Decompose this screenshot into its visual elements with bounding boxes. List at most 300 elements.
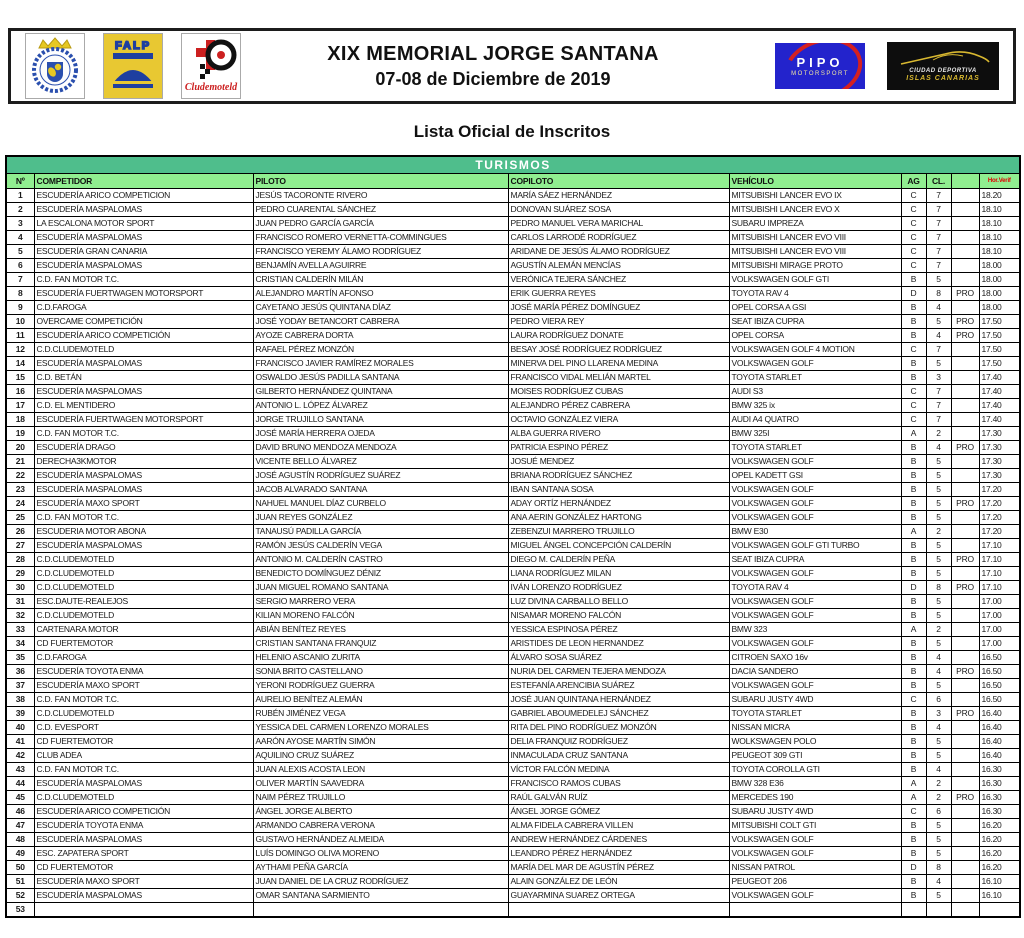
cell-vehiculo: MITSUBISHI LANCER EVO IX <box>729 188 901 202</box>
cell-n: 52 <box>6 888 34 902</box>
cell-n: 34 <box>6 636 34 650</box>
cell-cl: 8 <box>926 580 951 594</box>
cell-hora: 17.00 <box>979 622 1020 636</box>
cell-ag: B <box>901 874 926 888</box>
cell-competidor: CLUB ADEA <box>34 748 253 762</box>
cell-ag: B <box>901 468 926 482</box>
cell-competidor: ESCUDERÍA ARICO COMPETICION <box>34 188 253 202</box>
cell-vehiculo: OPEL CORSA A GSI <box>729 300 901 314</box>
pipo-text: PIPO <box>796 54 844 70</box>
cell-hora: 16.30 <box>979 762 1020 776</box>
cell-n: 49 <box>6 846 34 860</box>
cell-copiloto: DELIA FRANQUIZ RODRÍGUEZ <box>508 734 729 748</box>
cell-competidor: ESCUDERÍA GRAN CANARIA <box>34 244 253 258</box>
cell-cl: 5 <box>926 482 951 496</box>
cell-copiloto: DIEGO M. CALDERÍN PEÑA <box>508 552 729 566</box>
cell-pro <box>951 678 979 692</box>
cell-piloto: JUAN DANIEL DE LA CRUZ RODRÍGUEZ <box>253 874 508 888</box>
table-row <box>6 384 1020 398</box>
cell-competidor: ESCUDERÍA MAXO SPORT <box>34 874 253 888</box>
cell-competidor: CD FUERTEMOTOR <box>34 734 253 748</box>
cell-vehiculo: VOLKSWAGEN GOLF <box>729 678 901 692</box>
cell-hora: 16.20 <box>979 818 1020 832</box>
table-row <box>6 888 1020 902</box>
cell-piloto: TANAUSÚ PADILLA GARCÍA <box>253 524 508 538</box>
cell-n: 35 <box>6 650 34 664</box>
cell-competidor: CD FUERTEMOTOR <box>34 860 253 874</box>
cell-n: 18 <box>6 412 34 426</box>
cell-piloto: CRISTIAN CALDERÍN MILÁN <box>253 272 508 286</box>
cell-competidor: C.D.CLUDEMOTELD <box>34 580 253 594</box>
cell-competidor: C.D.FAROGA <box>34 650 253 664</box>
cell-pro <box>951 426 979 440</box>
cell-vehiculo: BMW E30 <box>729 524 901 538</box>
cell-competidor: OVERCAME COMPETICIÓN <box>34 314 253 328</box>
cell-cl: 5 <box>926 608 951 622</box>
cell-cl: 4 <box>926 720 951 734</box>
cell-hora: 16.50 <box>979 678 1020 692</box>
col-header-vehiculo: VEHÍCULO <box>729 173 901 188</box>
section-title: TURISMOS <box>6 156 1020 173</box>
cell-piloto: JACOB ALVARADO SANTANA <box>253 482 508 496</box>
left-logos <box>25 33 241 99</box>
table-row <box>6 580 1020 594</box>
cell-ag: B <box>901 440 926 454</box>
cell-n: 25 <box>6 510 34 524</box>
table-row <box>6 202 1020 216</box>
cell-piloto: ANTONIO M. CALDERÍN CASTRO <box>253 552 508 566</box>
cell-hora: 16.20 <box>979 832 1020 846</box>
cell-n: 43 <box>6 762 34 776</box>
table-row <box>6 902 1020 917</box>
cell-competidor: ESCUDERÍA FUERTWAGEN MOTORSPORT <box>34 412 253 426</box>
table-row <box>6 720 1020 734</box>
cell-competidor: ESCUDERÍA MASPALOMAS <box>34 202 253 216</box>
col-header-pro <box>951 173 979 188</box>
list-title: Lista Oficial de Inscritos <box>413 122 611 141</box>
table-row <box>6 244 1020 258</box>
cell-piloto: ÁNGEL JORGE ALBERTO <box>253 804 508 818</box>
cell-hora: 17.10 <box>979 552 1020 566</box>
cell-pro <box>951 510 979 524</box>
cell-cl: 5 <box>926 468 951 482</box>
cell-ag: B <box>901 762 926 776</box>
cell-pro: PRO <box>951 286 979 300</box>
cell-piloto: JESÚS TACORONTE RIVERO <box>253 188 508 202</box>
event-header <box>8 28 1016 104</box>
cell-pro <box>951 888 979 902</box>
event-title <box>241 43 775 90</box>
cell-pro <box>951 720 979 734</box>
cell-competidor: C.D.CLUDEMOTELD <box>34 706 253 720</box>
cell-piloto: HELENIO ASCANIO ZURITA <box>253 650 508 664</box>
cell-pro: PRO <box>951 314 979 328</box>
table-row <box>6 678 1020 692</box>
cell-hora: 17.00 <box>979 594 1020 608</box>
ciudad-deportiva-logo <box>887 42 999 90</box>
cell-n: 32 <box>6 608 34 622</box>
cell-copiloto: VÍCTOR FALCÓN MEDINA <box>508 762 729 776</box>
cell-hora: 18.10 <box>979 216 1020 230</box>
cell-ag: A <box>901 776 926 790</box>
cell-competidor: ESCUDERÍA DRAGO <box>34 440 253 454</box>
cell-n: 47 <box>6 818 34 832</box>
cell-ag: B <box>901 678 926 692</box>
cell-n: 29 <box>6 566 34 580</box>
cell-vehiculo: TOYOTA COROLLA GTI <box>729 762 901 776</box>
cell-vehiculo: NISSAN MICRA <box>729 720 901 734</box>
cell-piloto: LUÍS DOMINGO OLIVA MORENO <box>253 846 508 860</box>
cell-cl: 5 <box>926 734 951 748</box>
cell-n: 28 <box>6 552 34 566</box>
cell-cl: 5 <box>926 566 951 580</box>
cell-pro <box>951 650 979 664</box>
cell-copiloto: FRANCISCO RAMOS CUBAS <box>508 776 729 790</box>
cell-ag: C <box>901 202 926 216</box>
cell-pro <box>951 524 979 538</box>
cell-competidor: ESCUDERÍA FUERTWAGEN MOTORSPORT <box>34 286 253 300</box>
cell-n: 38 <box>6 692 34 706</box>
cell-copiloto: MARÍA SÁEZ HERNÁNDEZ <box>508 188 729 202</box>
cell-copiloto: ESTEFANÍA ARENCIBIA SUÁREZ <box>508 678 729 692</box>
cell-cl: 4 <box>926 874 951 888</box>
cell-ag: B <box>901 314 926 328</box>
cell-cl: 5 <box>926 538 951 552</box>
cell-piloto: PEDRO CUARENTAL SÁNCHEZ <box>253 202 508 216</box>
cell-n: 27 <box>6 538 34 552</box>
cell-piloto: JORGE TRUJILLO SANTANA <box>253 412 508 426</box>
cell-pro <box>951 244 979 258</box>
cell-copiloto: PEDRO MANUEL VERA MARICHAL <box>508 216 729 230</box>
cell-vehiculo: VOLKSWAGEN GOLF <box>729 482 901 496</box>
cell-piloto: CAYETANO JESÚS QUINTANA DÍAZ <box>253 300 508 314</box>
cell-n: 39 <box>6 706 34 720</box>
cell-piloto: JUAN ALEXIS ACOSTA LEON <box>253 762 508 776</box>
col-header-competidor: COMPETIDOR <box>34 173 253 188</box>
cell-hora: 17.50 <box>979 314 1020 328</box>
cell-pro: PRO <box>951 580 979 594</box>
cell-competidor: LA ESCALONA MOTOR SPORT <box>34 216 253 230</box>
cell-n: 33 <box>6 622 34 636</box>
cell-ag: B <box>901 300 926 314</box>
cell-vehiculo: VOLKSWAGEN GOLF GTI <box>729 272 901 286</box>
cell-hora: 16.40 <box>979 734 1020 748</box>
cell-cl: 2 <box>926 622 951 636</box>
table-row <box>6 804 1020 818</box>
cell-n: 14 <box>6 356 34 370</box>
cell-hora: 16.40 <box>979 706 1020 720</box>
cell-vehiculo: VOLKSWAGEN GOLF GTI TURBO <box>729 538 901 552</box>
cell-hora: 17.50 <box>979 328 1020 342</box>
table-row <box>6 216 1020 230</box>
cell-ag: B <box>901 706 926 720</box>
table-row <box>6 356 1020 370</box>
cell-copiloto: GUAYARMINA SUAREZ ORTEGA <box>508 888 729 902</box>
cell-vehiculo: VOLKSWAGEN GOLF <box>729 356 901 370</box>
cell-ag: C <box>901 804 926 818</box>
cell-competidor: ESC.DAUTE-REALEJOS <box>34 594 253 608</box>
cell-n: 20 <box>6 440 34 454</box>
cell-cl: 5 <box>926 748 951 762</box>
cell-n: 4 <box>6 230 34 244</box>
cell-n: 9 <box>6 300 34 314</box>
cell-cl: 8 <box>926 286 951 300</box>
cell-cl: 5 <box>926 678 951 692</box>
cell-hora: 16.10 <box>979 888 1020 902</box>
cell-vehiculo: OPEL CORSA <box>729 328 901 342</box>
cell-hora: 17.10 <box>979 580 1020 594</box>
table-row <box>6 832 1020 846</box>
table-row <box>6 650 1020 664</box>
cell-competidor: C.D.CLUDEMOTELD <box>34 552 253 566</box>
cell-ag: B <box>901 370 926 384</box>
cell-n: 12 <box>6 342 34 356</box>
cell-pro <box>951 538 979 552</box>
event-title-line1: XIX MEMORIAL JORGE SANTANA <box>327 42 659 65</box>
cell-hora: 17.30 <box>979 426 1020 440</box>
cell-ag: D <box>901 860 926 874</box>
cell-copiloto: ARISTIDES DE LEON HERNANDEZ <box>508 636 729 650</box>
cell-pro <box>951 622 979 636</box>
cell-piloto: RUBÉN JIMÉNEZ VEGA <box>253 706 508 720</box>
cell-piloto: NAIM PÉREZ TRUJILLO <box>253 790 508 804</box>
cell-ag <box>901 902 926 917</box>
cell-ag: C <box>901 244 926 258</box>
cell-piloto: RAMÓN JESÚS CALDERÍN VEGA <box>253 538 508 552</box>
cell-vehiculo: VOLKSWAGEN GOLF <box>729 888 901 902</box>
cell-piloto: OSWALDO JESÚS PADILLA SANTANA <box>253 370 508 384</box>
cell-ag: B <box>901 552 926 566</box>
cell-copiloto: JOSÉ JUAN QUINTANA HERNÁNDEZ <box>508 692 729 706</box>
cell-ag: C <box>901 384 926 398</box>
cell-vehiculo: BMW 328 E36 <box>729 776 901 790</box>
table-row <box>6 706 1020 720</box>
cell-n: 24 <box>6 496 34 510</box>
cell-cl: 7 <box>926 202 951 216</box>
cell-copiloto: MOISES RODRÍGUEZ CUBAS <box>508 384 729 398</box>
cell-competidor: CD FUERTEMOTOR <box>34 636 253 650</box>
svg-text:FALP: FALP <box>114 40 152 52</box>
cell-pro <box>951 594 979 608</box>
cell-competidor <box>34 902 253 917</box>
cell-cl: 6 <box>926 692 951 706</box>
cell-vehiculo: SEAT IBIZA CUPRA <box>729 314 901 328</box>
cell-hora: 17.10 <box>979 538 1020 552</box>
cell-competidor: C.D. FAN MOTOR T.C. <box>34 762 253 776</box>
cell-ag: C <box>901 398 926 412</box>
cell-n: 17 <box>6 398 34 412</box>
cell-pro <box>951 216 979 230</box>
cell-pro <box>951 608 979 622</box>
cell-vehiculo: SUBARU IMPREZA <box>729 216 901 230</box>
cell-ag: B <box>901 832 926 846</box>
cell-pro <box>951 188 979 202</box>
table-row <box>6 496 1020 510</box>
cell-cl: 2 <box>926 776 951 790</box>
cell-hora: 17.40 <box>979 398 1020 412</box>
cell-vehiculo: VOLKSWAGEN GOLF <box>729 846 901 860</box>
cell-copiloto: BRIANA RODRÍGUEZ SÁNCHEZ <box>508 468 729 482</box>
federation-crest-logo <box>25 33 85 99</box>
cell-copiloto: ADAY ORTÍZ HERNÁNDEZ <box>508 496 729 510</box>
cell-hora: 16.50 <box>979 664 1020 678</box>
cell-hora: 17.00 <box>979 636 1020 650</box>
cell-copiloto: ALBA GUERRA RIVERO <box>508 426 729 440</box>
cell-ag: B <box>901 608 926 622</box>
cell-vehiculo: MITSUBISHI LANCER EVO VIII <box>729 230 901 244</box>
cell-hora: 16.30 <box>979 804 1020 818</box>
cell-vehiculo: PEUGEOT 309 GTI <box>729 748 901 762</box>
cell-pro <box>951 230 979 244</box>
cell-hora: 17.30 <box>979 468 1020 482</box>
cell-copiloto: LEANDRO PÉREZ HERNÁNDEZ <box>508 846 729 860</box>
cell-competidor: ESCUDERÍA MAXO SPORT <box>34 678 253 692</box>
cell-pro: PRO <box>951 706 979 720</box>
cell-copiloto: NURIA DEL CARMEN TEJERA MENDOZA <box>508 664 729 678</box>
cell-n: 48 <box>6 832 34 846</box>
cell-vehiculo: TOYOTA RAV 4 <box>729 580 901 594</box>
cell-copiloto <box>508 902 729 917</box>
cell-n: 44 <box>6 776 34 790</box>
cell-cl: 7 <box>926 384 951 398</box>
cell-cl: 7 <box>926 188 951 202</box>
cell-competidor: C.D. EVESPORT <box>34 720 253 734</box>
cell-cl: 6 <box>926 804 951 818</box>
table-row <box>6 188 1020 202</box>
cell-vehiculo: VOLKSWAGEN GOLF <box>729 454 901 468</box>
table-row <box>6 468 1020 482</box>
cell-n: 22 <box>6 468 34 482</box>
cell-competidor: C.D.CLUDEMOTELD <box>34 342 253 356</box>
cell-cl: 7 <box>926 412 951 426</box>
cell-competidor: CARTENARA MOTOR <box>34 622 253 636</box>
cell-piloto: AARÓN AYOSE MARTÍN SIMÓN <box>253 734 508 748</box>
cell-copiloto: MARÍA DEL MAR DE AGUSTÍN PÉREZ <box>508 860 729 874</box>
cell-ag: C <box>901 342 926 356</box>
cell-cl: 7 <box>926 342 951 356</box>
falp-logo <box>103 33 163 99</box>
cell-copiloto: GABRIEL ABOUMEDELEJ SÁNCHEZ <box>508 706 729 720</box>
cell-ag: B <box>901 748 926 762</box>
cell-vehiculo: VOLKSWAGEN GOLF <box>729 594 901 608</box>
table-row <box>6 874 1020 888</box>
cell-hora: 16.40 <box>979 720 1020 734</box>
cell-competidor: C.D.CLUDEMOTELD <box>34 566 253 580</box>
cell-piloto <box>253 902 508 917</box>
cell-ag: C <box>901 188 926 202</box>
cell-cl: 5 <box>926 272 951 286</box>
cell-n: 41 <box>6 734 34 748</box>
cell-pro: PRO <box>951 664 979 678</box>
cell-ag: B <box>901 454 926 468</box>
cell-vehiculo: SEAT IBIZA CUPRA <box>729 552 901 566</box>
cell-n: 51 <box>6 874 34 888</box>
cell-copiloto: LAURA RODRÍGUEZ DONATE <box>508 328 729 342</box>
table-row <box>6 594 1020 608</box>
cell-pro <box>951 804 979 818</box>
cell-n: 16 <box>6 384 34 398</box>
cell-cl: 5 <box>926 496 951 510</box>
cell-n: 46 <box>6 804 34 818</box>
cell-cl: 7 <box>926 216 951 230</box>
cell-n: 23 <box>6 482 34 496</box>
cell-n: 50 <box>6 860 34 874</box>
car-silhouette-icon <box>893 46 993 68</box>
cell-piloto: OLIVER MARTÍN SAAVEDRA <box>253 776 508 790</box>
cell-copiloto: ARIDANE DE JESÚS ÁLAMO RODRÍGUEZ <box>508 244 729 258</box>
cell-cl: 5 <box>926 832 951 846</box>
cell-ag: B <box>901 496 926 510</box>
cell-n: 15 <box>6 370 34 384</box>
cell-vehiculo: DACIA SANDERO <box>729 664 901 678</box>
cell-n: 10 <box>6 314 34 328</box>
cell-cl: 4 <box>926 664 951 678</box>
cell-piloto: AURELIO BENÍTEZ ALEMÁN <box>253 692 508 706</box>
cell-piloto: JUAN MIGUEL ROMANO SANTANA <box>253 580 508 594</box>
cell-piloto: GUSTAVO HERNÁNDEZ ALMEIDA <box>253 832 508 846</box>
cell-copiloto: RAÚL GALVÁN RUÍZ <box>508 790 729 804</box>
table-row <box>6 510 1020 524</box>
cell-pro <box>951 818 979 832</box>
cell-hora: 18.00 <box>979 286 1020 300</box>
cell-cl: 7 <box>926 244 951 258</box>
cell-hora: 16.30 <box>979 790 1020 804</box>
cell-cl: 3 <box>926 370 951 384</box>
cell-ag: D <box>901 286 926 300</box>
cell-cl: 5 <box>926 552 951 566</box>
cell-copiloto: DONOVAN SUÁREZ SOSA <box>508 202 729 216</box>
table-row <box>6 538 1020 552</box>
cell-copiloto: JOSÉ MARÍA PÉREZ DOMÍNGUEZ <box>508 300 729 314</box>
cell-piloto: FRANCISCO ROMERO VERNETTA-COMMINGUES <box>253 230 508 244</box>
cell-ag: B <box>901 846 926 860</box>
cell-n: 6 <box>6 258 34 272</box>
cell-pro: PRO <box>951 440 979 454</box>
cell-competidor: ESCUDERÍA MASPALOMAS <box>34 384 253 398</box>
cell-cl: 4 <box>926 440 951 454</box>
cell-hora: 17.10 <box>979 566 1020 580</box>
cell-hora: 17.20 <box>979 482 1020 496</box>
cell-copiloto: CARLOS LARRODÉ RODRÍGUEZ <box>508 230 729 244</box>
table-row <box>6 692 1020 706</box>
federation-crest-icon <box>29 36 81 96</box>
pipo-motorsport-logo <box>775 43 865 89</box>
cell-vehiculo: MERCEDES 190 <box>729 790 901 804</box>
cell-vehiculo: WOLKSWAGEN POLO <box>729 734 901 748</box>
cell-hora: 16.10 <box>979 874 1020 888</box>
cell-n: 2 <box>6 202 34 216</box>
cell-copiloto: VERÓNICA TEJERA SÁNCHEZ <box>508 272 729 286</box>
cell-ag: A <box>901 524 926 538</box>
cell-ag: B <box>901 594 926 608</box>
cell-copiloto: LIANA RODRÍGUEZ MILAN <box>508 566 729 580</box>
cell-copiloto: ÁNGEL JORGE GÓMEZ <box>508 804 729 818</box>
cell-vehiculo: OPEL KADETT GSI <box>729 468 901 482</box>
cell-ag: B <box>901 328 926 342</box>
cell-vehiculo: TOYOTA RAV 4 <box>729 286 901 300</box>
cell-cl: 7 <box>926 258 951 272</box>
cell-pro <box>951 342 979 356</box>
cell-n: 21 <box>6 454 34 468</box>
cell-copiloto: ALAIN GONZÁLEZ DE LEÓN <box>508 874 729 888</box>
pipo-subtext: MOTORSPORT <box>791 70 849 77</box>
table-row <box>6 552 1020 566</box>
cell-competidor: ESCUDERÍA TOYOTA ENMA <box>34 664 253 678</box>
cell-competidor: C.D.CLUDEMOTELD <box>34 790 253 804</box>
cell-vehiculo: VOLKSWAGEN GOLF 4 MOTION <box>729 342 901 356</box>
cell-competidor: ESCUDERÍA MAXO SPORT <box>34 496 253 510</box>
cell-ag: B <box>901 818 926 832</box>
